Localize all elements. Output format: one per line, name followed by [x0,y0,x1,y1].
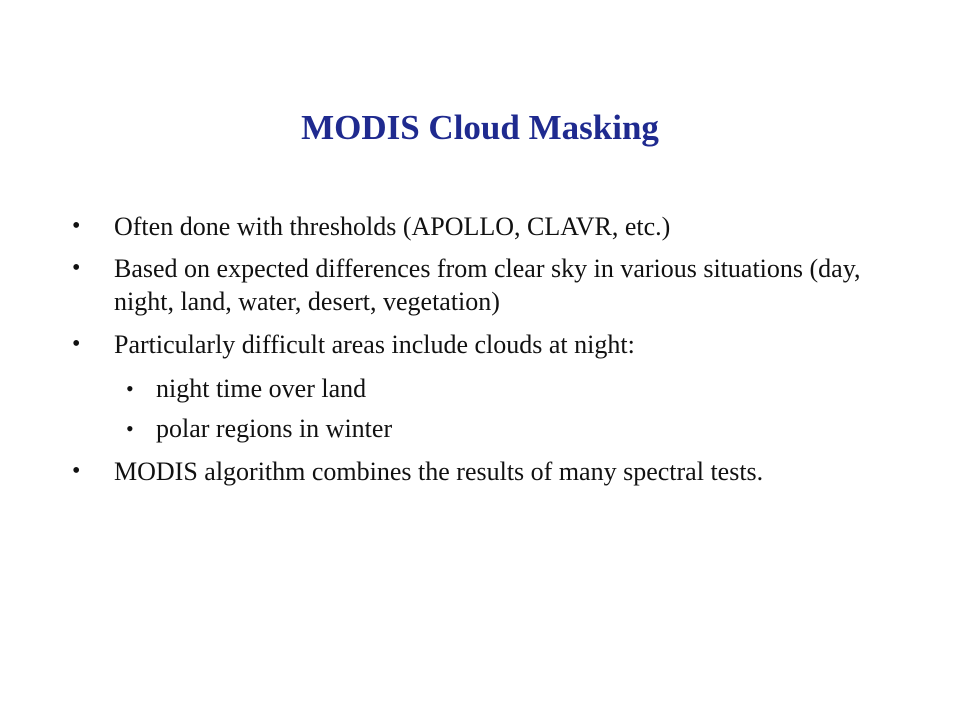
bullet-icon: • [72,255,81,281]
bullet-item [66,455,866,488]
bullet-icon: • [72,331,81,357]
bullet-list [66,210,866,488]
bullet-text: MODIS algorithm combines the results of many spectral tests. [114,457,764,486]
sub-bullet-icon: • [126,416,134,441]
sub-bullet-text: polar regions in winter [156,414,393,443]
bullet-icon: • [72,213,81,239]
bullet-item [66,328,866,361]
bullet-item [66,210,866,243]
bullet-text: Particularly difficult areas include clouds at night: [114,330,635,359]
bullet-item [66,252,866,318]
bullet-icon: • [72,458,81,484]
sub-bullet-text: night time over land [156,374,367,403]
sub-bullet-icon: • [126,376,134,401]
bullet-text: Based on expected differences from clear sky in various situations (day, night, land, water, desert, vegetation) [114,254,861,316]
sub-bullet-item [66,412,866,445]
bullet-text: Often done with thresholds (APOLLO, CLAVR, etc.) [114,212,671,241]
slide-title: MODIS Cloud Masking [301,108,659,147]
sub-bullet-item [66,372,866,405]
